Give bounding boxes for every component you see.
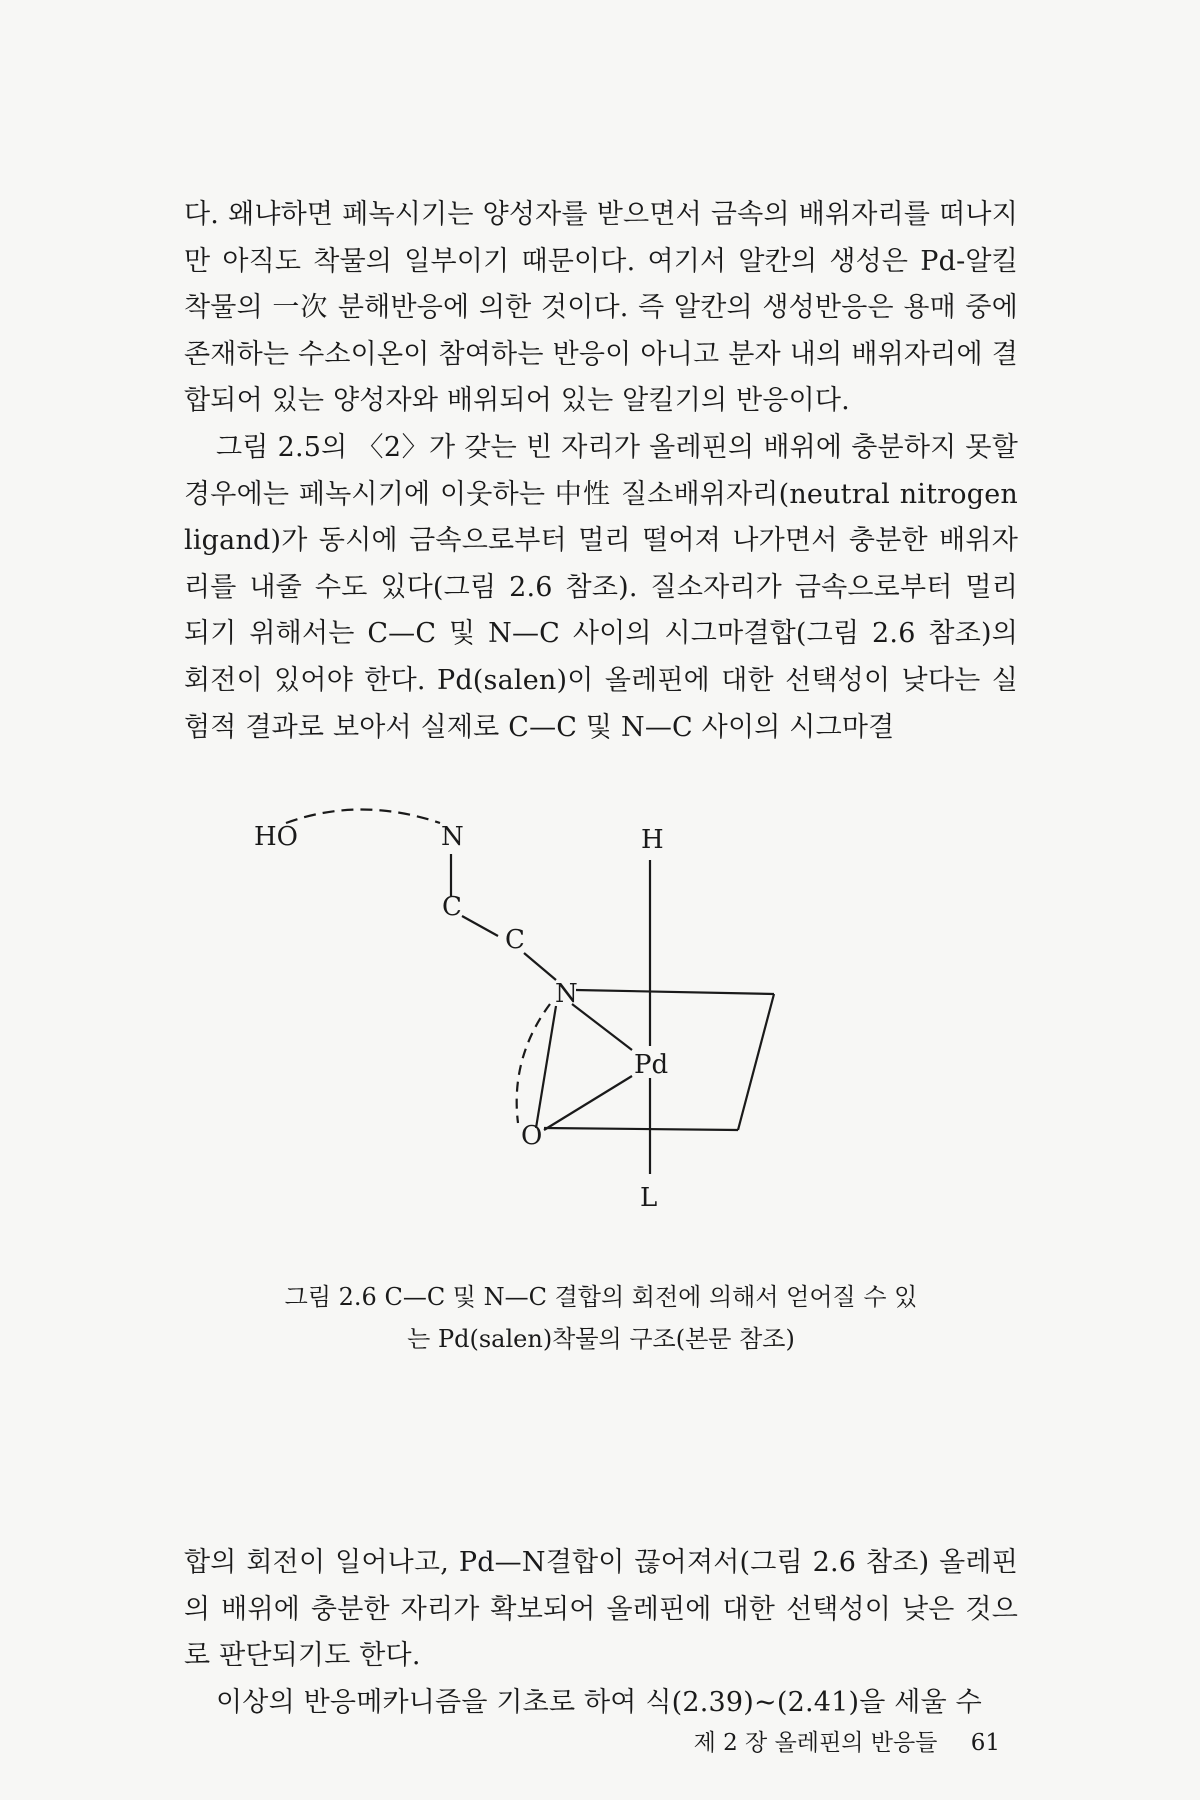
atom-label-h: H xyxy=(641,825,664,855)
paragraph-3: 합의 회전이 일어나고, Pd—N결합이 끊어져서(그림 2.6 참조) 올레핀의 배위에 충분한 자리가 확보되어 올레핀에 대한 선택성이 낮은 것으로 판단되기도 한다. xyxy=(184,1547,1018,1672)
caption-line-2: 는 Pd(salen)착물의 구조(본문 참조) xyxy=(407,1325,795,1353)
bond-n-o xyxy=(536,1006,556,1128)
pd-salen-structure-diagram xyxy=(254,808,920,1258)
figure-2-6 xyxy=(254,808,920,1258)
running-footer-chapter: 제 2 장 올레핀의 반응들 xyxy=(693,1730,938,1756)
dashed-arc-n-o xyxy=(517,1004,550,1123)
paragraph-1: 다. 왜냐하면 페녹시기는 양성자를 받으면서 금속의 배위자리를 떠나지만 아직도 착물의 일부이기 때문이다. 여기서 알칸의 생성은 Pd-알킬 착물의 一次 분해반응에 의한 것이다. 즉 알칸의 생성반응은 용매 중에 존재하는 수소이온이 참여하는 반응이 아니고 분자 내의 배위자리에 결합되어 있는 양성자와 배위되어 있는 알킬기의 반응이다. xyxy=(184,199,1018,417)
atom-label-c1: C xyxy=(442,892,462,922)
plane-bottom-edge xyxy=(544,1128,738,1130)
page-footer xyxy=(694,1724,1000,1757)
caption-line-1: 그림 2.6 C—C 및 N—C 결합의 회전에 의해서 얻어질 수 있 xyxy=(284,1283,918,1311)
page-number: 61 xyxy=(970,1730,1000,1756)
figure-caption xyxy=(184,1276,1018,1360)
bond-c2-n xyxy=(524,953,556,980)
bond-n-pd xyxy=(572,1004,632,1050)
atom-label-n-top: N xyxy=(441,822,464,852)
body-text-bottom xyxy=(184,1540,1018,1726)
paragraph-2: 그림 2.5의 〈2〉가 갖는 빈 자리가 올레핀의 배위에 충분하지 못할 경우에는 페녹시기에 이웃하는 中性 질소배위자리(neutral nitrogen ligand)가 동시에 금속으로부터 멀리 떨어져 나가면서 충분한 배위자리를 내줄 수도 있다(그림 2.6 참조). 질소자리가 금속으로부터 멀리 되기 위해서는 C—C 및 N—C 사이의 시그마결합(그림 2.6 참조)의 회전이 있어야 한다. Pd(salen)이 올레핀에 대한 선택성이 낮다는 실험적 결과로 보아서 실제로 C—C 및 N—C 사이의 시그마결 xyxy=(184,431,1018,743)
atom-label-pd: Pd xyxy=(634,1050,669,1080)
plane-right-edge xyxy=(738,994,774,1130)
atom-label-n-center: N xyxy=(555,979,578,1009)
atom-label-l: L xyxy=(640,1183,658,1213)
bond-c1-c2 xyxy=(462,916,498,936)
body-text-top xyxy=(184,192,1018,751)
dashed-arc-ho-n xyxy=(286,810,440,824)
atom-label-c2: C xyxy=(505,925,525,955)
plane-top-edge xyxy=(576,990,774,994)
atom-label-o: O xyxy=(521,1121,543,1151)
paragraph-4: 이상의 반응메카니즘을 기초로 하여 식(2.39)~(2.41)을 세울 수 xyxy=(216,1686,982,1718)
atom-label-ho: HO xyxy=(254,822,298,852)
bond-o-pd xyxy=(544,1076,632,1130)
